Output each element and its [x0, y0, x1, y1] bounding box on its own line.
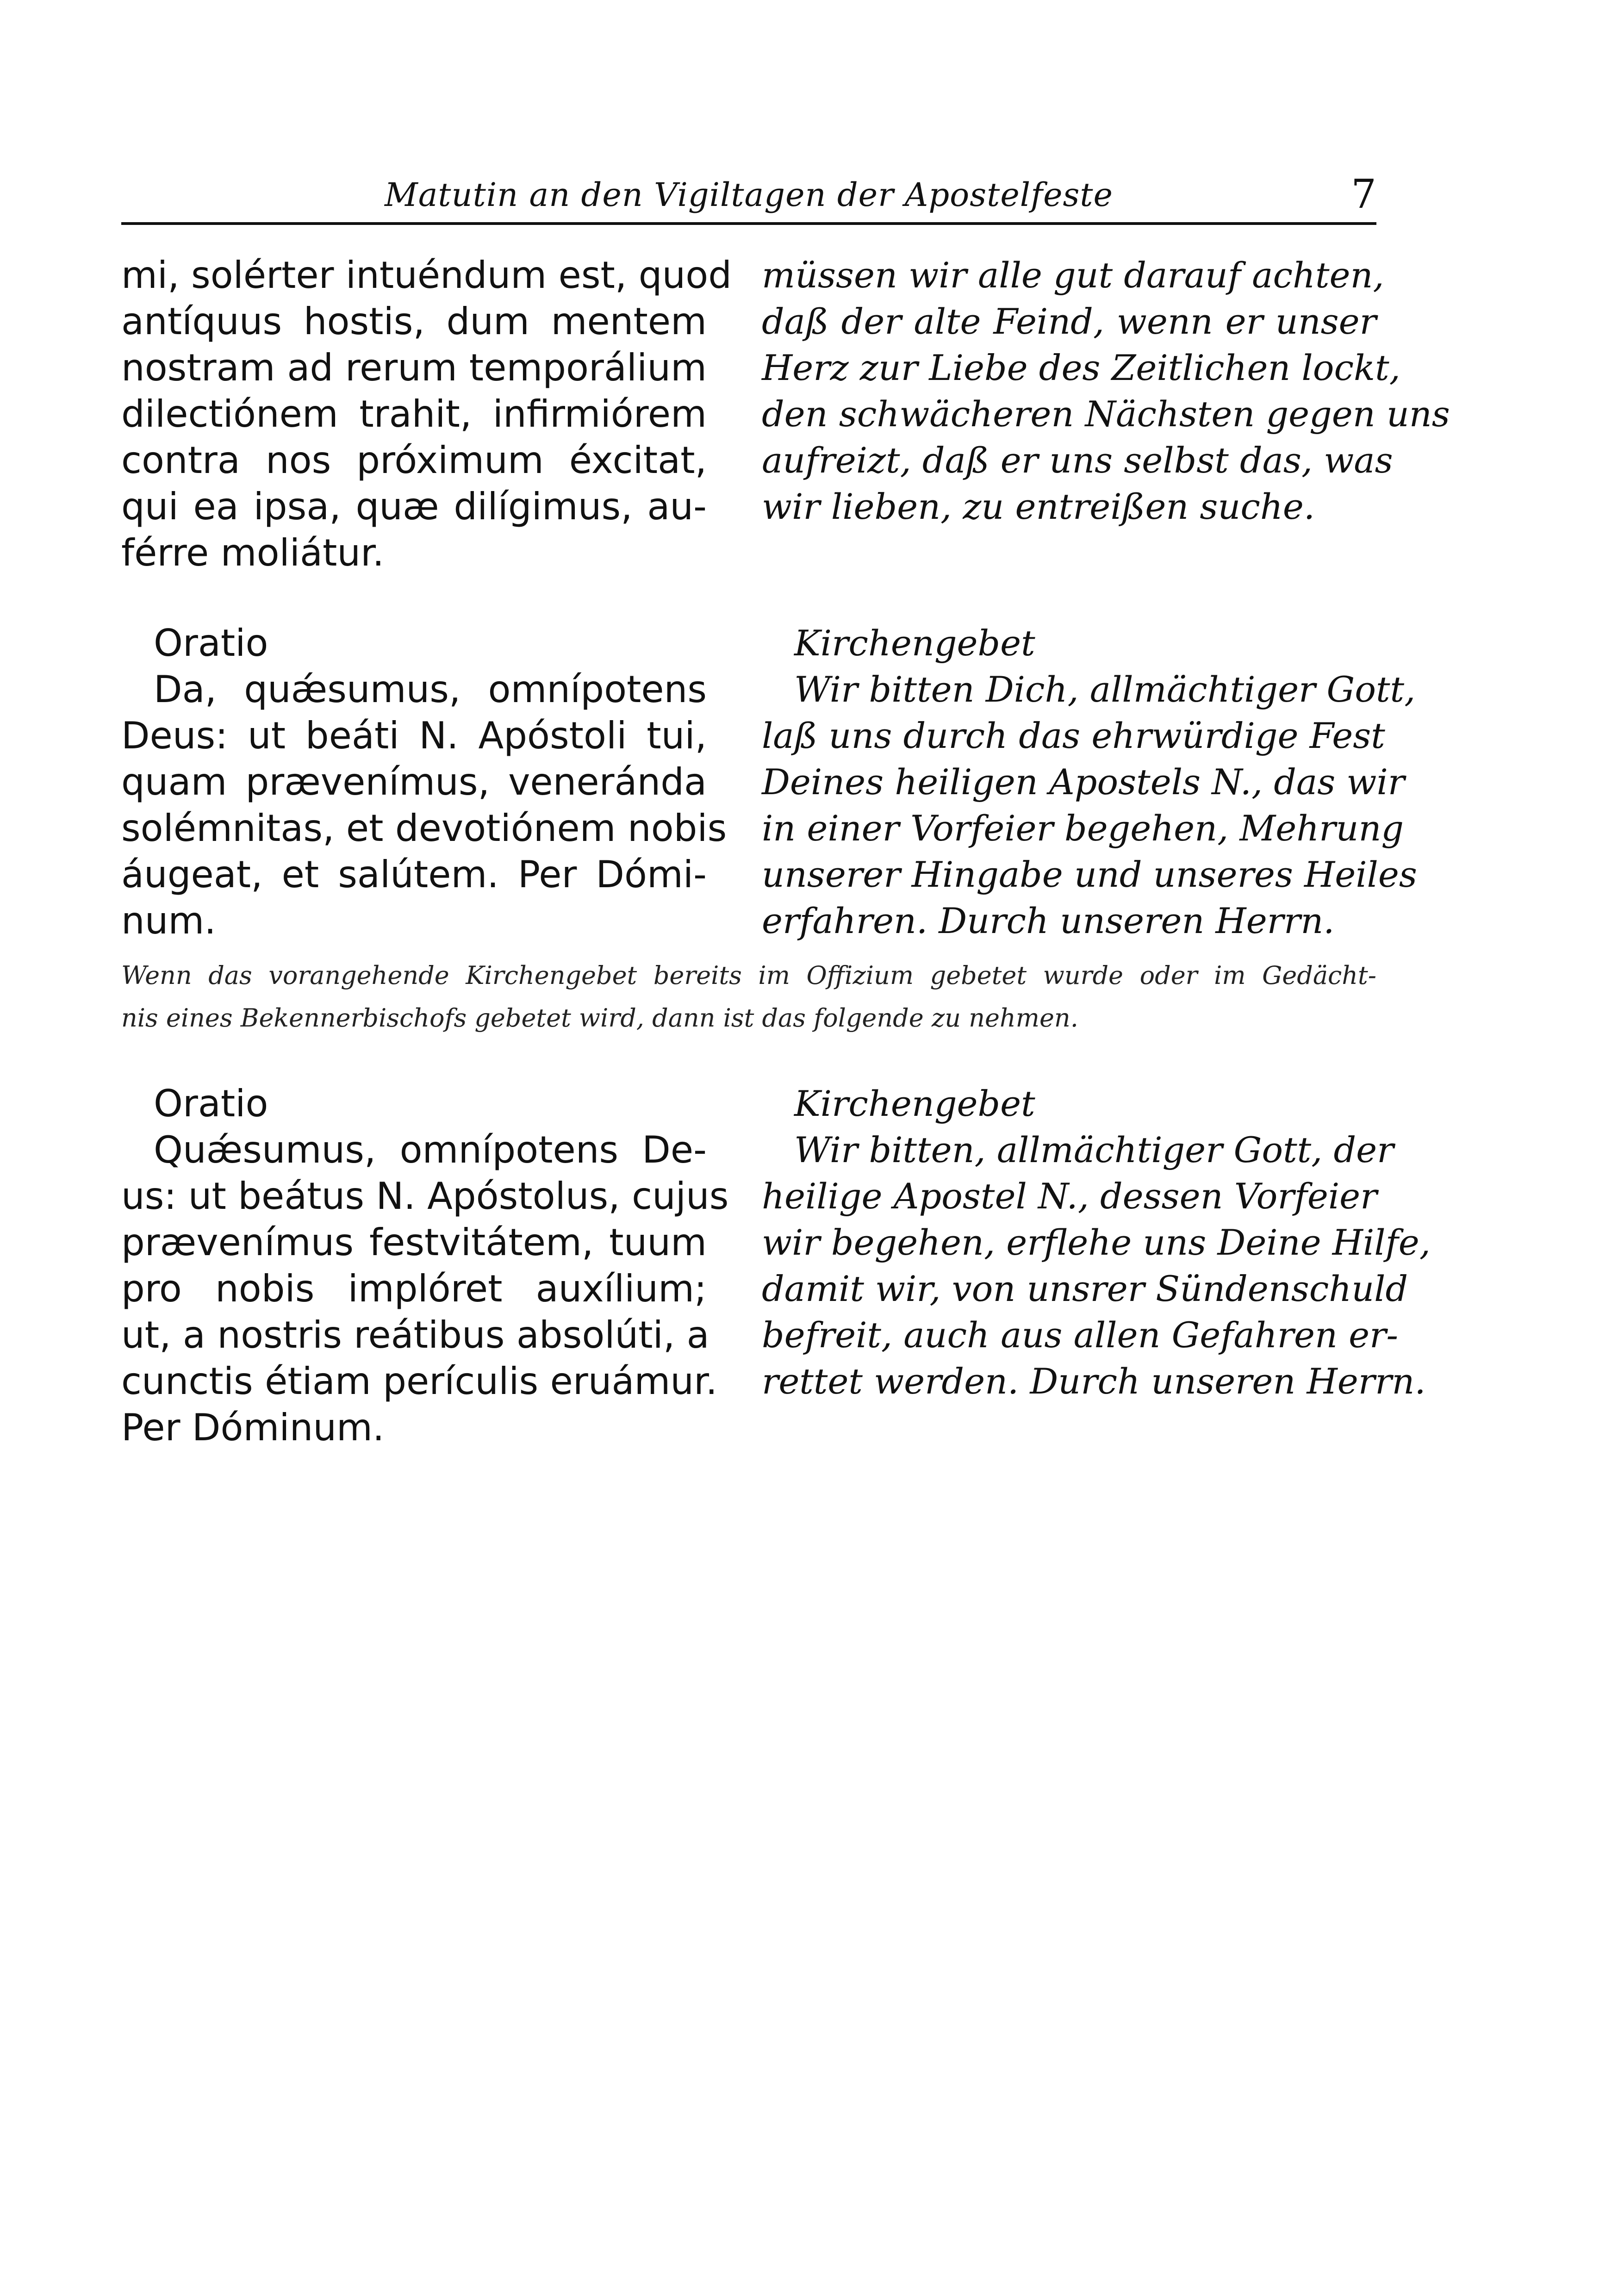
german-line: befreit, auch aus allen Gefahren er- — [762, 1314, 1399, 1356]
german-line: wir begehen, erflehe uns Deine Hilfe, — [762, 1222, 1431, 1263]
rubric-line: nis eines Bekennerbischofs gebetet wird, dann ist das folgende zu nehmen. — [121, 1003, 1078, 1033]
latin-line: nostram ad rerum temporálium — [121, 346, 707, 389]
latin-line: pro nobis implóret auxílium; — [121, 1267, 707, 1310]
rubric-line: Wenn das vorangehende Kirchengebet bereits im Offizium gebetet wurde oder im Gedächt- — [121, 961, 1376, 990]
german-line: damit wir, von unsrer Sündenschuld — [762, 1268, 1408, 1309]
latin-line: áugeat, et salútem. Per Dómi- — [121, 853, 707, 896]
latin-line: ut, a nostris reátibus absolúti, a — [121, 1313, 709, 1356]
german-line: in einer Vorfeier begehen, Mehrung — [762, 808, 1404, 849]
latin-line: qui ea ipsa, quæ dilígimus, au- — [121, 485, 707, 528]
german-line: erfahren. Durch unseren Herrn. — [762, 900, 1335, 941]
german-line: wir lieben, zu entreißen suche. — [762, 486, 1315, 527]
german-prayer-2 — [762, 1081, 1431, 1405]
rubric-note — [121, 954, 1376, 1039]
latin-line: Deus: ut beáti N. Apóstoli tui, — [121, 714, 707, 757]
latin-prayer-heading: Oratio — [154, 1082, 268, 1125]
latin-line: Per Dóminum. — [121, 1406, 385, 1449]
german-line: Herz zur Liebe des Zeitlichen lockt, — [762, 347, 1400, 388]
german-line: Wir bitten Dich, allmächtiger Gott, — [794, 669, 1416, 710]
latin-line: Da, quǽsumus, omnípotens — [154, 668, 707, 711]
latin-line: us: ut beátus N. Apóstolus, cujus — [121, 1175, 729, 1218]
header-title: Matutin an den Vigiltagen der Apostelfeste — [385, 176, 1113, 214]
latin-line: num. — [121, 899, 216, 942]
latin-line: quam prævenímus, veneránda — [121, 760, 707, 803]
german-line: Wir bitten, allmächtiger Gott, der — [794, 1129, 1394, 1170]
german-prayer-1 — [762, 620, 1417, 944]
latin-line: Quǽsumus, omnípotens De- — [154, 1128, 707, 1171]
german-line: unserer Hingabe und unseres Heiles — [762, 854, 1417, 895]
german-line: aufreizt, daß er uns selbst das, was — [762, 440, 1393, 481]
german-line: Deines heiligen Apostels N., das wir — [762, 761, 1405, 803]
latin-line: cunctis étiam perículis eruámur. — [121, 1360, 718, 1403]
latin-line: dilectiónem trahit, infirmiórem — [121, 392, 707, 436]
german-line: laß uns durch das ehrwürdige Fest — [762, 715, 1385, 756]
german-prayer-heading: Kirchengebet — [794, 1083, 1035, 1124]
latin-prayer-2 — [121, 1081, 729, 1451]
german-prayer-heading: Kirchengebet — [794, 622, 1035, 664]
running-header — [121, 167, 1376, 225]
latin-line: prævenímus festvitátem, tuum — [121, 1221, 707, 1264]
latin-line: férre moliátur. — [121, 531, 385, 574]
latin-text-block-1 — [121, 252, 732, 576]
german-line: heilige Apostel N., dessen Vorfeier — [762, 1176, 1377, 1217]
german-text-block-1 — [762, 252, 1450, 530]
latin-line: antíquus hostis, dum mentem — [121, 300, 707, 343]
latin-line: mi, solérter intuéndum est, quod — [121, 254, 732, 297]
latin-prayer-heading: Oratio — [154, 622, 268, 665]
page-number: 7 — [1351, 171, 1376, 218]
latin-line: solémnitas, et devotiónem nobis — [121, 807, 727, 850]
latin-prayer-1 — [121, 620, 727, 944]
german-line: daß der alte Feind, wenn er unser — [762, 301, 1376, 342]
german-line: müssen wir alle gut darauf achten, — [762, 255, 1384, 296]
german-line: rettet werden. Durch unseren Herrn. — [762, 1361, 1426, 1402]
latin-line: contra nos próximum éxcitat, — [121, 439, 707, 482]
german-line: den schwächeren Nächsten gegen uns — [762, 393, 1450, 435]
